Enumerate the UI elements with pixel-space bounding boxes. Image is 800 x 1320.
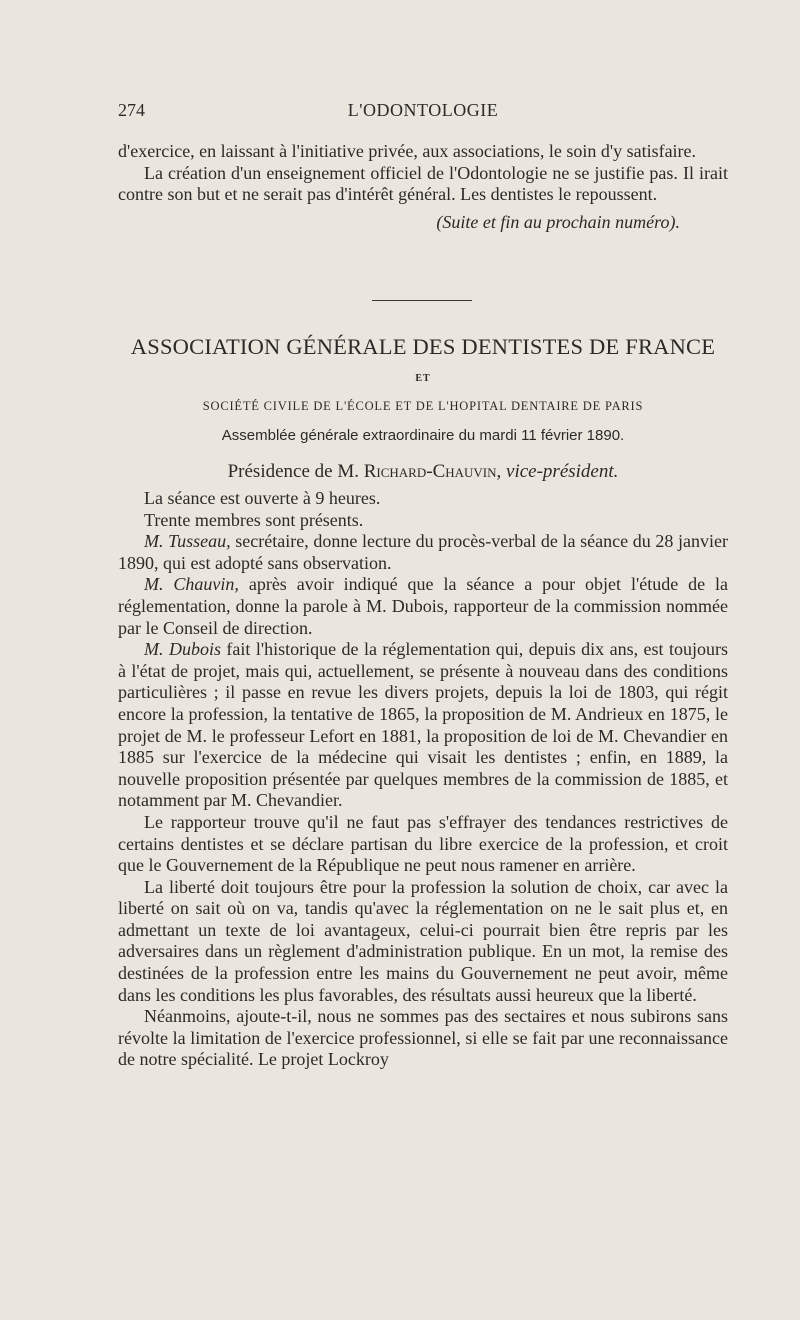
minutes-body [118,488,728,1071]
speaker-name: M. Tusseau, [144,531,231,552]
paragraph: M. Chauvin, après avoir indiqué que la séance a pour objet l'étude de la réglementation, donne la parole à M. Dubois, rapporteur de la commission nommée par le Conseil de direction. [118,574,728,638]
paragraph: d'exercice, en laissant à l'initiative privée, aux associations, le soin d'y satisfaire. [118,141,697,161]
president-role: vice-président. [506,461,619,482]
paragraph: La liberté doit toujours être pour la profession la solution de choix, car avec la liberté on sait où on va, tandis qu'avec la réglementation on ne le sait plus et, en admettant un texte de loi avantageux, celui-ci pourrait bien être repris par les adversaires dans un règlement d'administration publique. En un mot, la remise des destinées de la profession entre les mains du Gouvernement ne peut avoir, même dans les conditions les plus favorables, des résultats aussi heureux que la liberté. [118,876,728,1005]
article-title: ASSOCIATION GÉNÉRALE DES DENTISTES DE FRANCE [130,334,716,359]
president-name: Richard-Chauvin [363,461,497,482]
speaker-name: M. Dubois [144,639,221,660]
continuation-note: (Suite et fin au prochain numéro). [436,211,680,232]
paragraph: La création d'un enseignement officiel de l'Odontologie ne se justifie pas. Il irait contre son but et ne serait pas d'intérêt général. Les dentistes le repoussent. [118,162,728,205]
page-header [118,100,728,124]
previous-article-end [118,141,728,233]
running-title: L'ODONTOLOGIE [347,100,499,120]
page-number: 274 [118,100,145,120]
paragraph: M. Dubois fait l'historique de la réglementation qui, depuis dix ans, est toujours à l'état de projet, mais qui, actuellement, se présente à nouveau dans des conditions particulières ; il passe en revue les divers projets, depuis la loi de 1803, qui régit encore la profession, la tentative de 1865, la proposition de M. Andrieux en 1875, le projet de M. le professeur Lefort en 1881, la proposition de loi de M. Chevandier en 1885 sur l'exercice de la médecine qui visait les dentistes ; enfin, en 1889, la nouvelle proposition présentée par quelques membres de la commission de 1885, et notamment par M. Chevandier. [118,639,728,811]
title-conjunction: ET [415,373,431,384]
paragraph: Le rapporteur trouve qu'il ne faut pas s'effrayer des tendances restrictives de certains dentistes et se déclare partisan du libre exercice de la profession, et croit que le Gouvernement de la République ne peut nous ramener en arrière. [118,811,728,876]
speaker-name: M. Chauvin, [144,574,239,595]
paragraph: M. Tusseau, secrétaire, donne lecture du procès-verbal de la séance du 28 janvier 1890, qui est adopté sans observation. [118,531,728,573]
presidence-line: Présidence de M. Richard-Chauvin, vice-président. [227,461,619,482]
paragraph: La séance est ouverte à 9 heures. [144,488,381,508]
assembly-subtitle: Assemblée générale extraordinaire du mardi 11 février 1890. [221,427,625,444]
society-title: SOCIÉTÉ CIVILE DE L'ÉCOLE ET DE L'HOPITAL DENTAIRE DE PARIS [202,399,644,413]
section-divider [372,300,472,301]
paragraph: Trente membres sont présents. [144,509,364,530]
paragraph: Néanmoins, ajoute-t-il, nous ne sommes pas des sectaires et nous subirons sans révolte la limitation de l'exercice professionnel, si elle se fait par une reconnaissance de notre spécialité. Le projet Lockroy [118,1006,728,1070]
